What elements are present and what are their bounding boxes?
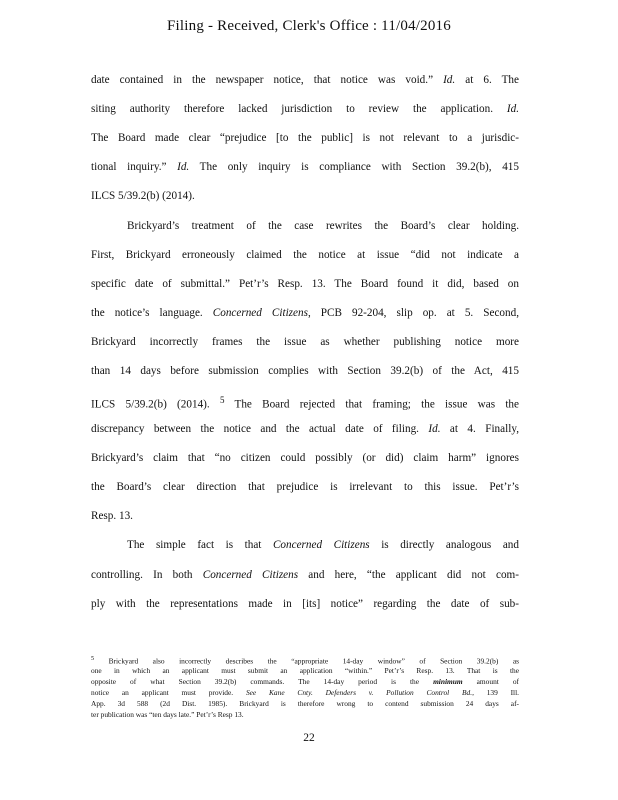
footnote-line: opposite of what Section 39.2(b) commands. The 14-day period is the minimum amount of — [91, 677, 519, 686]
page-number: 22 — [303, 732, 315, 744]
footnote-line: notice an applicant must provide. See Kane Cnty. Defenders v. Pollution Control Bd., 139 Ill. — [91, 688, 520, 697]
body-line: controlling. In both Concerned Citizens and here, “the applicant did not com- — [91, 569, 519, 581]
page-header: Filing - Received, Clerk's Office : 11/04/2016 — [167, 18, 451, 34]
body-line: siting authority therefore lacked jurisdiction to review the application. Id. — [91, 103, 519, 115]
body-line: First, Brickyard erroneously claimed the notice at issue “did not indicate a — [91, 249, 519, 261]
body-line: ILCS 5/39.2(b) (2014). $^5$ The Board rejected that framing; the issue was the — [91, 395, 519, 411]
body-line: Brickyard’s treatment of the case rewrites the Board’s clear holding. — [127, 220, 519, 232]
footnote-line: ter publication was “ten days late.” Pet’r’s Resp 13. — [91, 710, 244, 719]
body-line: the Board’s clear direction that prejudice is irrelevant to this issue. Pet’r’s — [91, 481, 519, 493]
body-line: Resp. 13. — [91, 510, 133, 522]
body-line: ply with the representations made in [its] notice” regarding the date of sub- — [91, 598, 519, 610]
footnote-line: $^5$ Brickyard also incorrectly describes the “appropriate 14-day window” of Section 39.2(b) as — [91, 656, 519, 666]
body-line: The Board made clear “prejudice [to the public] is not relevant to a jurisdic- — [91, 132, 519, 144]
body-line: discrepancy between the notice and the actual date of filing. Id. at 4. Finally, — [91, 423, 520, 435]
body-line: date contained in the newspaper notice, that notice was void.” Id. at 6. The — [91, 74, 519, 86]
footnote-ref: 5 — [219, 395, 225, 405]
footnote-line: App. 3d 588 (2d Dist. 1985). Brickyard is therefore wrong to contend submission 24 days af- — [91, 699, 519, 708]
body-line: the notice’s language. Concerned Citizens, PCB 92-204, slip op. at 5. Second, — [91, 307, 519, 319]
footnote-line: one in which an applicant must submit an application “within.” Pet’r’s Resp. 13. That is the — [91, 666, 519, 675]
footnote-number: 5 — [91, 656, 95, 662]
body-line: Brickyard incorrectly frames the issue as whether publishing notice more — [91, 336, 519, 348]
body-line: Brickyard’s claim that “no citizen could possibly (or did) claim harm” ignores — [91, 452, 519, 464]
body-line: tional inquiry.” Id. The only inquiry is compliance with Section 39.2(b), 415 — [91, 161, 519, 173]
body-line: specific date of submittal.” Pet’r’s Resp. 13. The Board found it did, based on — [91, 278, 519, 290]
body-line: The simple fact is that Concerned Citizens is directly analogous and — [127, 539, 519, 551]
body-line: than 14 days before submission complies with Section 39.2(b) of the Act, 415 — [91, 365, 519, 377]
body-line: ILCS 5/39.2(b) (2014). — [91, 190, 195, 202]
